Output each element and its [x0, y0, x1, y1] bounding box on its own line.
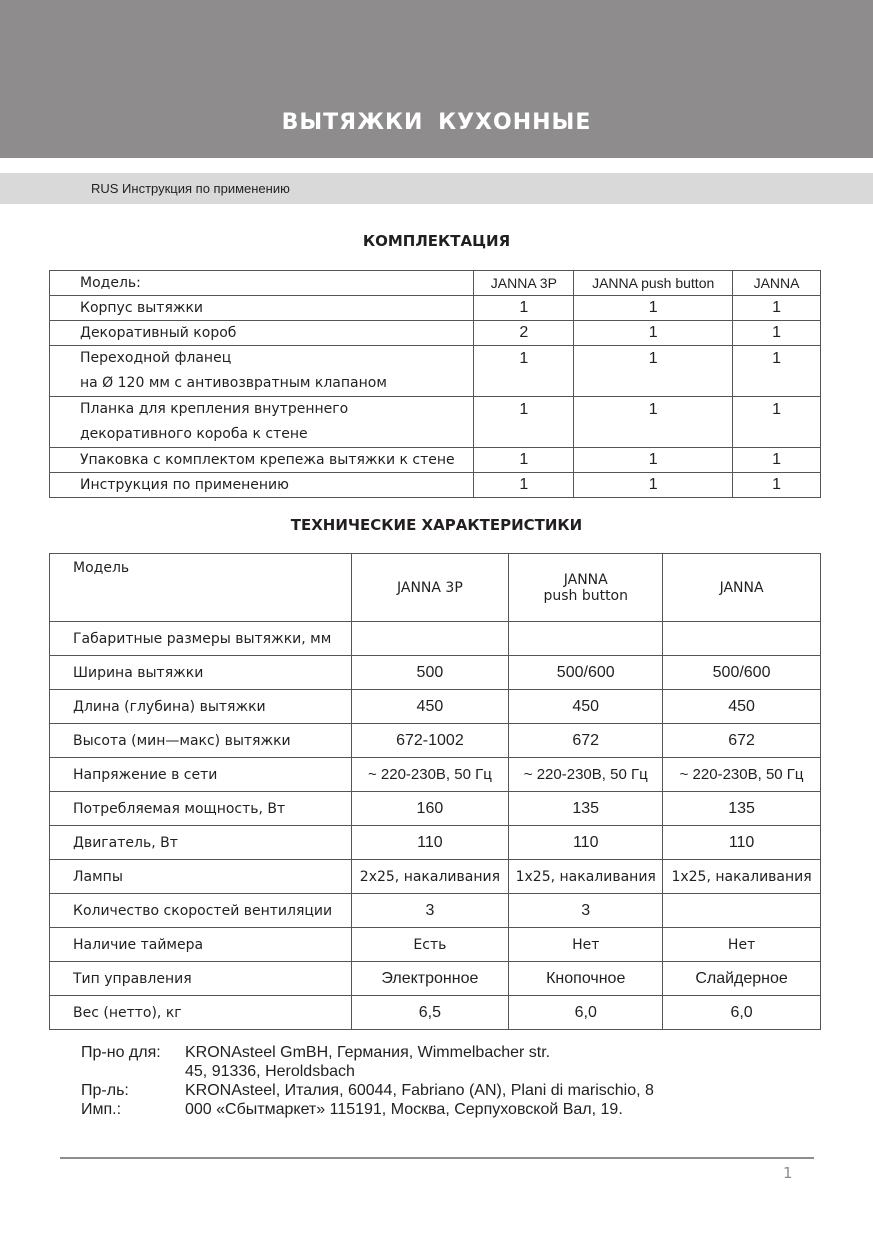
info-label: Пр-ль:	[81, 1082, 129, 1099]
quantity-cell: 1	[574, 346, 733, 397]
header-band	[0, 0, 873, 158]
item-name	[50, 397, 474, 448]
spec-label: Двигатель, Вт	[50, 826, 352, 860]
spec-value: 2x25, накаливания	[351, 860, 509, 894]
info-value: 45, 91336, Heroldsbach	[185, 1063, 355, 1080]
quantity-cell: 1	[474, 397, 574, 448]
spec-value: 110	[351, 826, 509, 860]
spec-value: Нет	[663, 928, 821, 962]
info-value: 000 «Сбытмаркет» 115191, Москва, Серпуховской Вал, 19.	[185, 1101, 623, 1118]
spec-value: 135	[663, 792, 821, 826]
spec-value: 3	[509, 894, 663, 928]
info-label	[81, 1062, 185, 1081]
table-row	[50, 346, 821, 397]
table-row	[50, 690, 821, 724]
table-row	[50, 894, 821, 928]
page-title: ВЫТЯЖКИ КУХОННЫЕ	[281, 110, 592, 135]
spec-label: Высота (мин—макс) вытяжки	[50, 724, 352, 758]
table-row	[50, 792, 821, 826]
table-row	[50, 321, 821, 346]
spec-label: Длина (глубина) вытяжки	[50, 690, 352, 724]
item-line: на Ø 120 мм с антивозвратным клапаном	[80, 375, 387, 391]
quantity-cell: 1	[574, 473, 733, 498]
spec-value: 6,0	[663, 996, 821, 1030]
spec-value: Есть	[351, 928, 509, 962]
quantity-cell: 1	[733, 473, 821, 498]
spec-label: Наличие таймера	[50, 928, 352, 962]
spec-value: 672	[663, 724, 821, 758]
spec-value: 500/600	[509, 656, 663, 690]
manufacturer-info	[81, 1043, 654, 1119]
spec-value: Нет	[509, 928, 663, 962]
spec-value: 450	[351, 690, 509, 724]
specs-title: ТЕХНИЧЕСКИЕ ХАРАКТЕРИСТИКИ	[290, 516, 583, 534]
item-line: Планка для крепления внутреннего	[80, 401, 349, 417]
column-header: JANNA 3P	[474, 271, 574, 296]
column-header-line: push button	[543, 587, 628, 604]
table-row	[50, 724, 821, 758]
info-label: Имп.:	[81, 1101, 122, 1118]
spec-label: Лампы	[50, 860, 352, 894]
item-line: Переходной фланец	[80, 350, 232, 366]
spec-value	[663, 894, 821, 928]
spec-value: 500	[351, 656, 509, 690]
table-row	[50, 996, 821, 1030]
quantity-cell: 1	[733, 448, 821, 473]
table-row	[50, 622, 821, 656]
item-line: Инструкция по применению	[80, 477, 289, 493]
spec-label: Габаритные размеры вытяжки, мм	[50, 622, 352, 656]
spec-value: 672	[509, 724, 663, 758]
quantity-cell: 1	[733, 296, 821, 321]
subtitle: RUS Инструкция по применению	[91, 181, 290, 196]
spec-value: 1x25, накаливания	[663, 860, 821, 894]
column-header: Модель:	[50, 271, 474, 296]
quantity-cell: 1	[474, 473, 574, 498]
spec-value: 6,0	[509, 996, 663, 1030]
info-line	[81, 1062, 654, 1081]
table-row	[50, 826, 821, 860]
kit-title: КОМПЛЕКТАЦИЯ	[362, 232, 511, 250]
spec-label: Количество скоростей вентиляции	[50, 894, 352, 928]
column-header: JANNA	[733, 271, 821, 296]
spec-value: 1x25, накаливания	[509, 860, 663, 894]
info-value: KRONAsteel GmBH, Германия, Wimmelbacher str.	[185, 1044, 551, 1061]
spec-value: Электронное	[351, 962, 509, 996]
table-row	[50, 758, 821, 792]
column-header: JANNA push button	[574, 271, 733, 296]
column-header: Модель	[50, 554, 352, 622]
table-row	[50, 656, 821, 690]
item-name	[50, 321, 474, 346]
spec-value: Слайдерное	[663, 962, 821, 996]
subtitle-band	[0, 173, 873, 204]
quantity-cell: 1	[574, 321, 733, 346]
quantity-cell: 1	[574, 397, 733, 448]
column-header: JANNA 3P	[351, 554, 509, 622]
info-value: KRONAsteel, Италия, 60044, Fabriano (AN), Plani di marischio, 8	[185, 1082, 654, 1099]
spec-value: ~ 220-230В, 50 Гц	[509, 758, 663, 792]
table-row	[50, 962, 821, 996]
column-header: JANNA	[663, 554, 821, 622]
item-line: Корпус вытяжки	[80, 300, 204, 316]
spec-value: 110	[663, 826, 821, 860]
table-row	[50, 448, 821, 473]
spec-label: Напряжение в сети	[50, 758, 352, 792]
column-header	[509, 554, 663, 622]
spec-value: 3	[351, 894, 509, 928]
item-name	[50, 473, 474, 498]
spec-value: ~ 220-230В, 50 Гц	[351, 758, 509, 792]
table-row	[50, 473, 821, 498]
spec-value: 135	[509, 792, 663, 826]
info-label: Пр-но для:	[81, 1044, 161, 1061]
table-header-row	[50, 271, 821, 296]
info-line	[81, 1081, 654, 1100]
footer-divider	[60, 1157, 814, 1159]
spec-value: 672-1002	[351, 724, 509, 758]
table-row	[50, 296, 821, 321]
item-line: Декоративный короб	[80, 325, 237, 341]
spec-label: Вес (нетто), кг	[50, 996, 352, 1030]
page-number: 1	[783, 1164, 793, 1182]
spec-value: 110	[509, 826, 663, 860]
spec-label: Ширина вытяжки	[50, 656, 352, 690]
quantity-cell: 1	[574, 296, 733, 321]
quantity-cell: 1	[574, 448, 733, 473]
quantity-cell: 1	[733, 346, 821, 397]
table-header-row	[50, 554, 821, 622]
info-line	[81, 1100, 654, 1119]
item-name	[50, 296, 474, 321]
quantity-cell: 1	[733, 321, 821, 346]
item-line: декоративного короба к стене	[80, 426, 308, 442]
spec-label: Потребляемая мощность, Вт	[50, 792, 352, 826]
spec-value	[663, 622, 821, 656]
spec-value: 6,5	[351, 996, 509, 1030]
spec-value: 160	[351, 792, 509, 826]
quantity-cell: 1	[474, 346, 574, 397]
item-line: Упаковка с комплектом крепежа вытяжки к стене	[80, 452, 455, 468]
table-row	[50, 397, 821, 448]
quantity-cell: 1	[733, 397, 821, 448]
spec-value: 450	[509, 690, 663, 724]
kit-table	[49, 270, 821, 498]
spec-value: 450	[663, 690, 821, 724]
spec-value: Кнопочное	[509, 962, 663, 996]
spec-label: Тип управления	[50, 962, 352, 996]
info-line	[81, 1043, 654, 1062]
spec-value: ~ 220-230В, 50 Гц	[663, 758, 821, 792]
table-row	[50, 928, 821, 962]
column-header-line: JANNA	[563, 571, 608, 588]
quantity-cell: 1	[474, 296, 574, 321]
spec-value: 500/600	[663, 656, 821, 690]
item-name	[50, 448, 474, 473]
spec-value	[351, 622, 509, 656]
specs-table	[49, 553, 821, 1030]
item-name	[50, 346, 474, 397]
quantity-cell: 1	[474, 448, 574, 473]
spec-value	[509, 622, 663, 656]
table-row	[50, 860, 821, 894]
quantity-cell: 2	[474, 321, 574, 346]
